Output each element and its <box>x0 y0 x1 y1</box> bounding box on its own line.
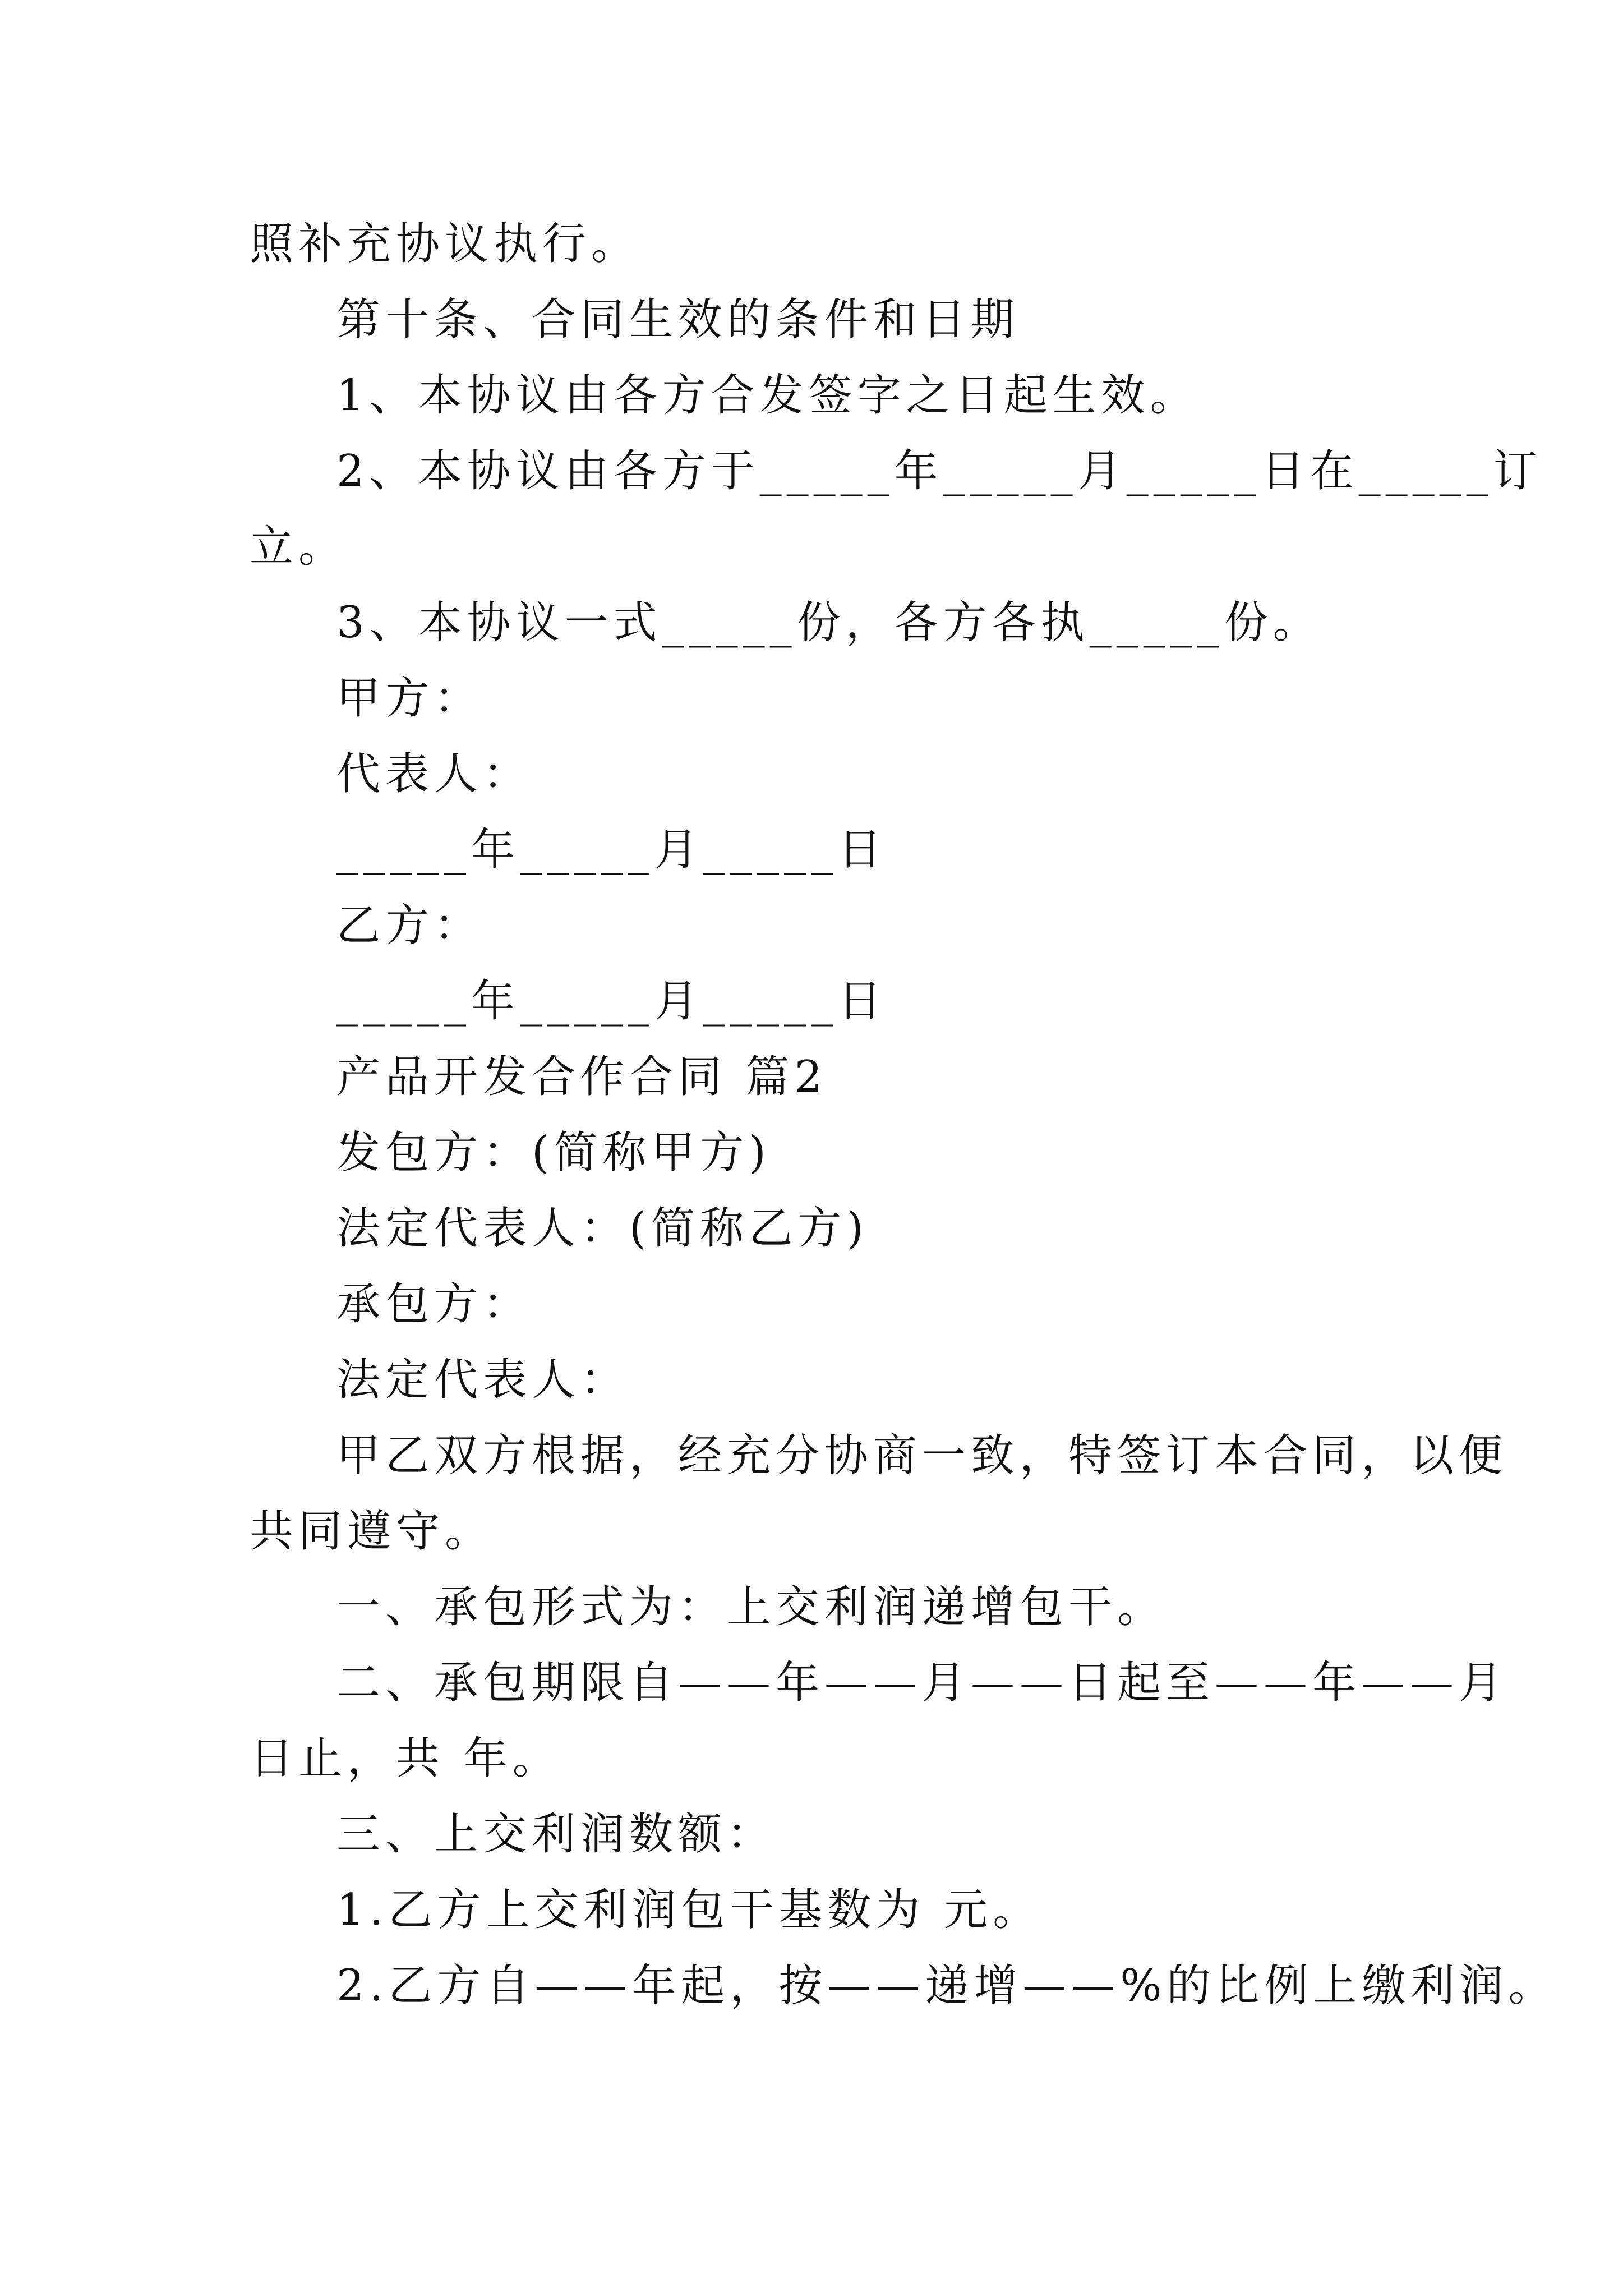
section-two: 二、承包期限自——年——月——日起至——年——月 <box>336 1658 1508 1708</box>
date-line-b: _____年_____月_____日 <box>336 976 887 1027</box>
paragraph-continuation: 照补充协议执行。 <box>250 219 640 269</box>
employer-label: 发包方：(简称甲方) <box>336 1128 771 1178</box>
contractor-label: 承包方： <box>336 1279 532 1329</box>
representative-label: 代表人： <box>336 749 532 799</box>
date-line-a: _____年_____月_____日 <box>336 825 887 875</box>
section-three-item-2: 2.乙方自——年起，按——递增——%的比例上缴利润。 <box>336 1961 1557 2011</box>
legal-representative-label: 法定代表人：(简称乙方) <box>336 1203 869 1254</box>
agreement-intro-continuation: 共同遵守。 <box>250 1506 494 1557</box>
clause-3: 3、本协议一式_____份，各方各执_____份。 <box>336 597 1322 648</box>
article-ten-heading: 第十条、合同生效的条件和日期 <box>336 295 1020 345</box>
section-three: 三、上交利润数额： <box>336 1809 776 1860</box>
party-a-label: 甲方： <box>336 673 483 724</box>
section-two-continuation: 日止，共 年。 <box>250 1733 561 1784</box>
party-b-label: 乙方： <box>336 900 483 951</box>
contract-title: 产品开发合作合同 篇2 <box>336 1052 828 1102</box>
clause-2-continuation: 立。 <box>250 522 348 572</box>
contractor-representative-label: 法定代表人： <box>336 1355 630 1405</box>
clause-2: 2、本协议由各方于_____年_____月_____日在_____订 <box>336 446 1542 496</box>
agreement-intro: 甲乙双方根据，经充分协商一致，特签订本合同，以便 <box>336 1430 1508 1481</box>
clause-1: 1、本协议由各方合发签字之日起生效。 <box>336 370 1199 421</box>
section-one: 一、承包形式为：上交利润递增包干。 <box>336 1582 1166 1632</box>
section-three-item-1: 1.乙方上交利润包干基数为 元。 <box>336 1885 1042 1935</box>
